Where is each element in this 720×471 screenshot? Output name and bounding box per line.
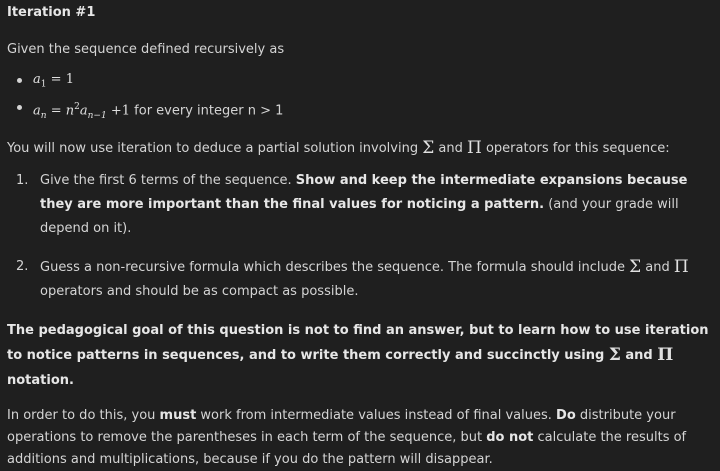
sigma-symbol: Σ [422, 137, 435, 158]
question-list [7, 169, 712, 304]
recurrence-equals: = [50, 102, 62, 118]
recurrence-item [16, 96, 712, 127]
method-text-2: work from intermediate values instead of final values. [196, 407, 557, 423]
method-paragraph [7, 405, 712, 471]
recurrence-a: a [79, 102, 88, 118]
goal-text: The pedagogical goal of this question is not to find an answer, but to learn how to use iteration to notice patterns in sequences, and to write them correctly and succinctly using [7, 322, 709, 363]
question-2-and: and [641, 259, 674, 275]
instruction-text [7, 138, 712, 159]
recurrence-n: n [65, 102, 75, 118]
goal-statement [7, 318, 712, 393]
base-case-rhs: 1 [65, 72, 74, 87]
method-text-3: distribute your operations to remove the parentheses in each term of the sequence, but [7, 407, 676, 445]
instruction-before: You will now use iteration to deduce a partial solution involving [7, 140, 423, 156]
pi-symbol: Π [657, 344, 674, 365]
definition-list [16, 69, 712, 127]
recurrence-prev-subscript: n−1 [87, 110, 107, 121]
recurrence-lhs-subscript: n [40, 110, 47, 121]
question-1-text: Give the first 6 terms of the sequence. [40, 172, 296, 188]
recurrence-plus: + [110, 102, 122, 118]
question-1-bold: Show and keep the intermediate expansions because they are more important than the final values for noticing a pattern. [40, 172, 688, 212]
sigma-symbol: Σ [608, 344, 621, 365]
pi-symbol: Π [467, 137, 482, 158]
method-bold-do-not: do not [486, 429, 534, 445]
page-title: Iteration #1 [7, 5, 96, 20]
question-2 [16, 255, 712, 304]
goal-tail: notation. [7, 372, 74, 388]
question-2-tail: operators and should be as compact as possible. [40, 283, 359, 299]
method-bold-do: Do [556, 407, 576, 423]
base-case-equals: = [50, 72, 62, 87]
question-1 [16, 169, 712, 241]
base-case-item [16, 69, 712, 96]
recurrence-lhs: a [33, 102, 41, 118]
method-text-4: calculate the results of additions and multiplications, because if you do the pattern will disappear. [7, 429, 687, 467]
instruction-after: operators for this sequence: [481, 140, 670, 156]
method-bold-must: must [159, 407, 197, 423]
question-1-number: 1. [16, 172, 29, 188]
pi-symbol: Π [673, 256, 689, 277]
intro-text: Given the sequence defined recursively as [7, 42, 285, 57]
question-2-text: Guess a non-recursive formula which describes the sequence. The formula should include [40, 259, 630, 275]
method-text-1: In order to do this, you [7, 407, 160, 423]
recurrence-one: 1 [121, 102, 131, 118]
instruction-and: and [434, 140, 467, 156]
base-case-lhs: a [33, 72, 41, 87]
question-2-number: 2. [16, 258, 29, 274]
base-case-subscript: 1 [40, 79, 47, 90]
question-1-tail: (and your grade will depend on it). [40, 196, 679, 236]
goal-and: and [620, 347, 658, 363]
sigma-symbol: Σ [629, 256, 642, 277]
recurrence-suffix: for every integer n > 1 [130, 102, 284, 118]
recurrence-exponent: 2 [74, 101, 80, 112]
